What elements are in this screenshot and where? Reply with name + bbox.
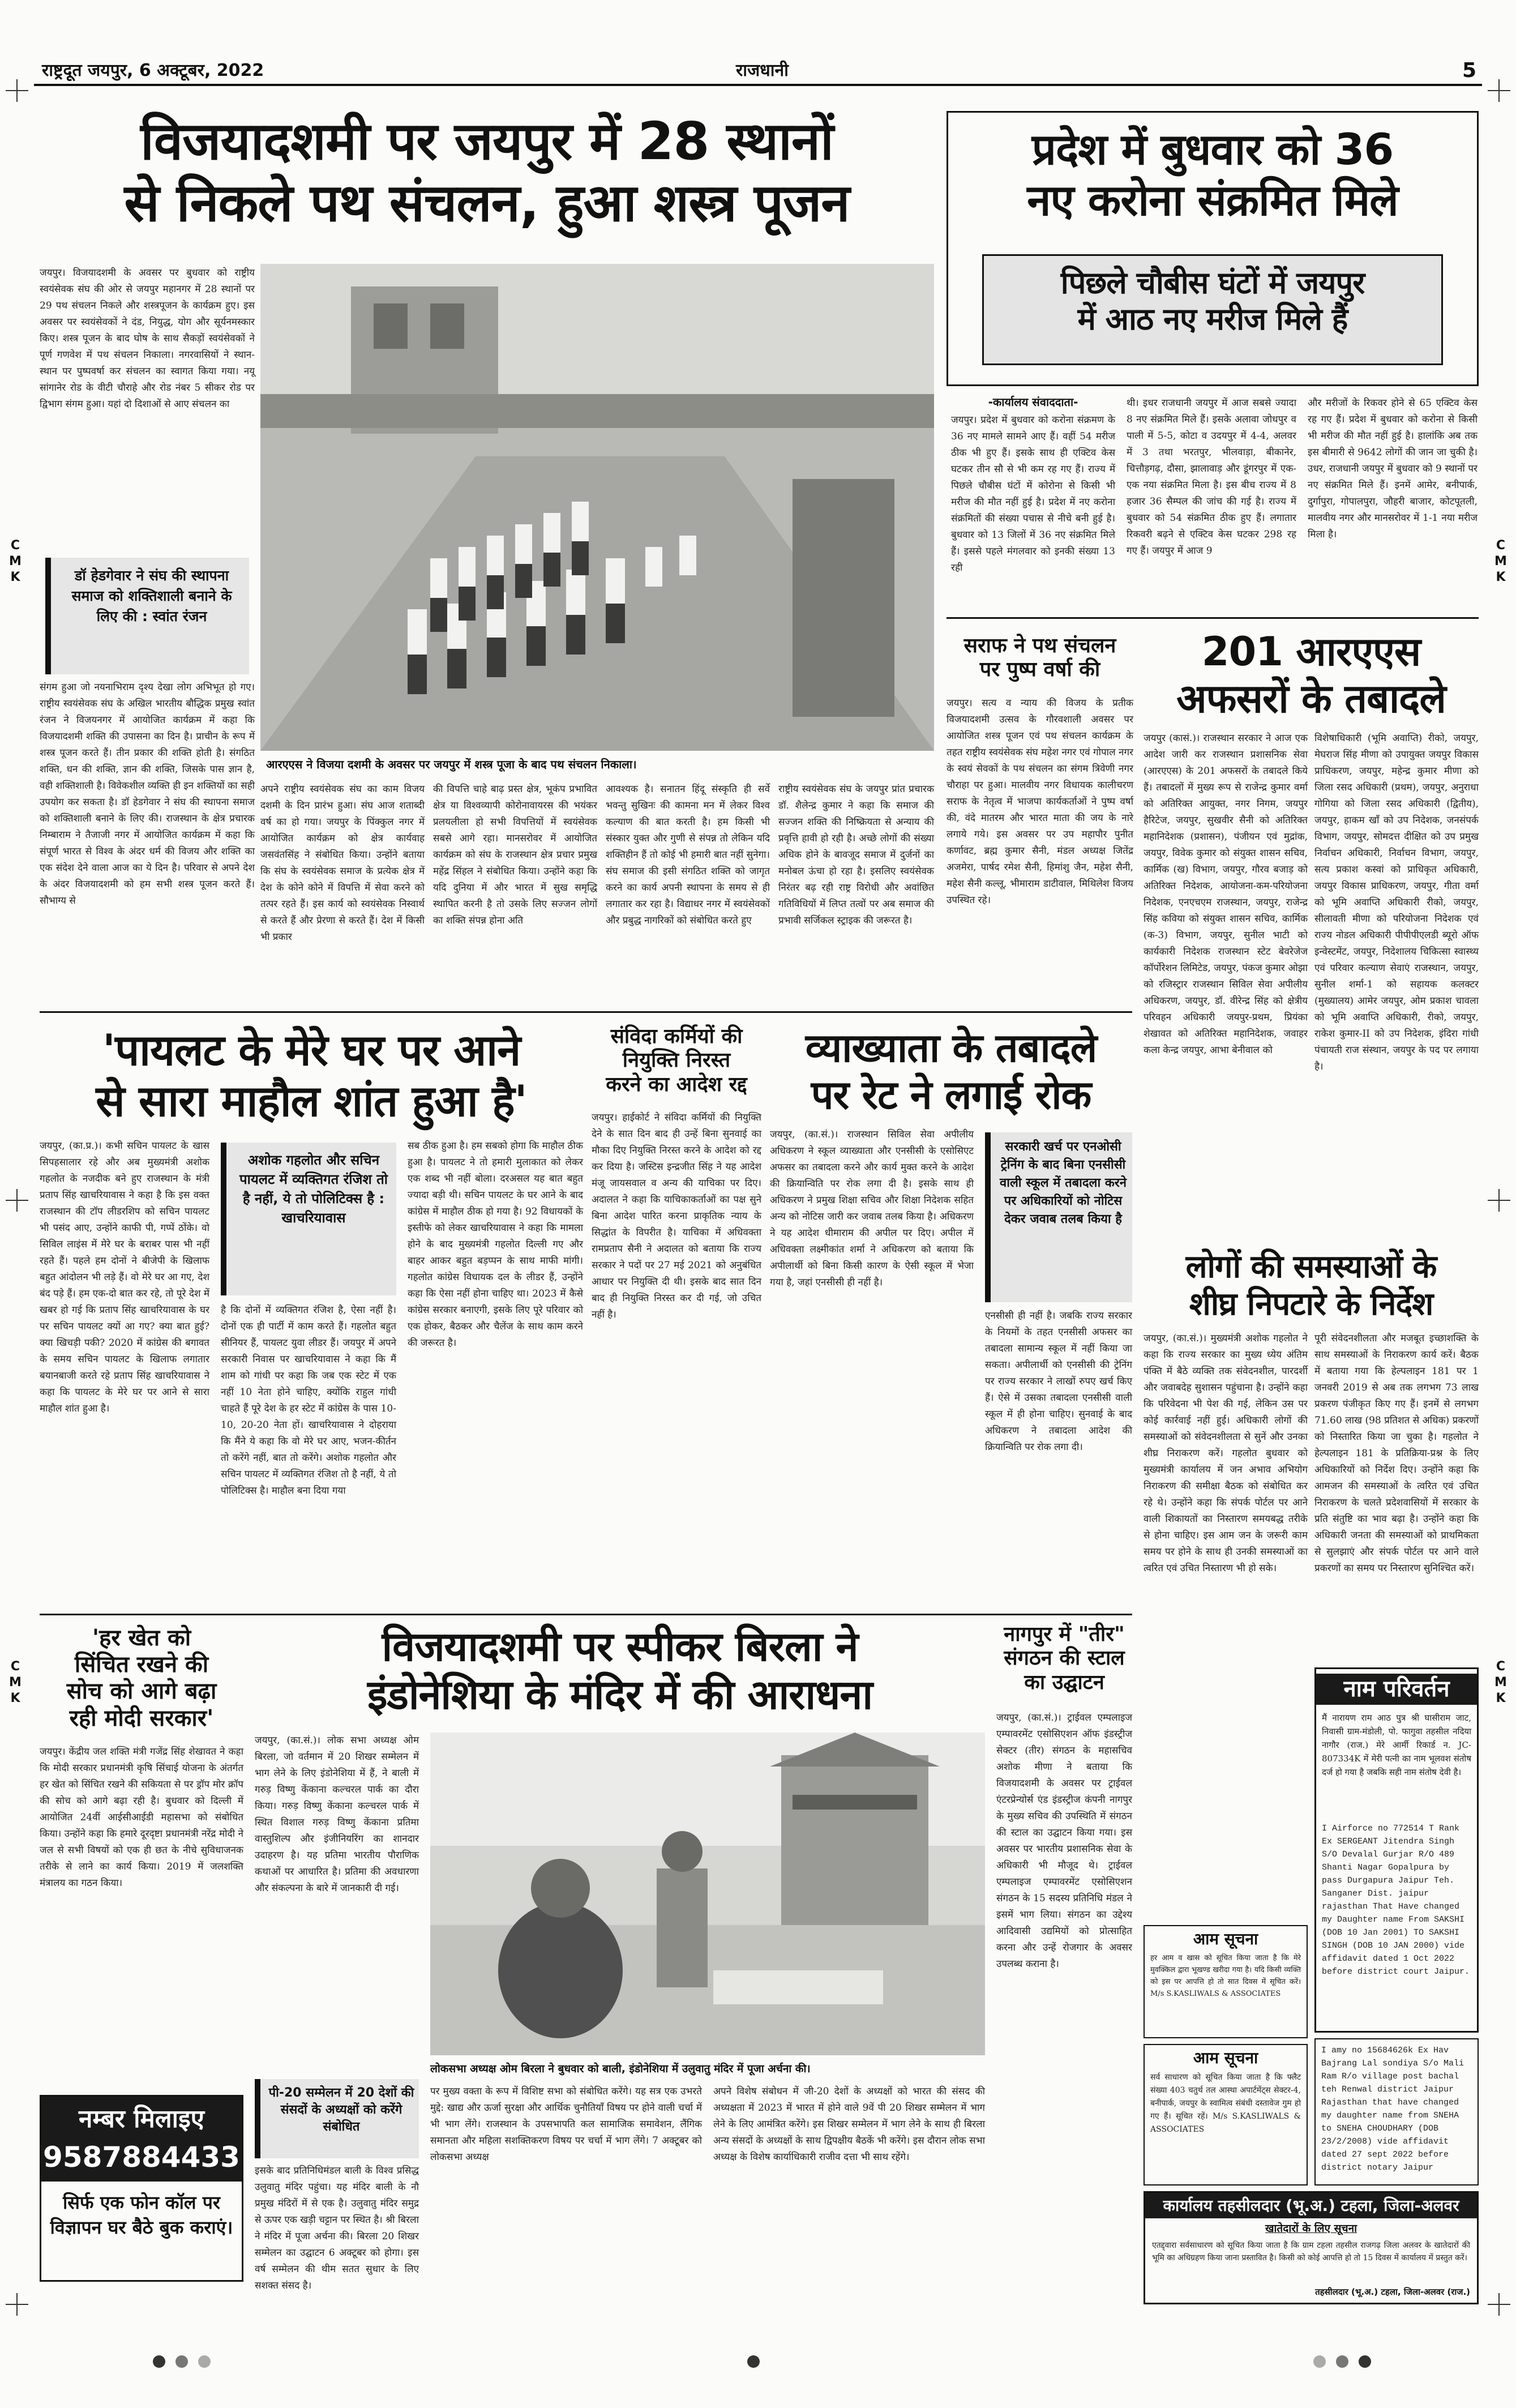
ad-number-text: सिर्फ एक फोन कॉल पर विज्ञापन घर बैठे बुक कराएं। — [50, 2192, 233, 2238]
vyakhyata-quote: सरकारी खर्च पर एनओसी ट्रेनिंग के बाद बिना एनसीसी वाली स्कूल में तबादला करने पर अधिकारियों को नोटिस देकर जवाब तलब किया है — [1000, 1140, 1127, 1226]
naam-parivartan-box-2 — [1314, 2038, 1479, 2185]
sarraf-headline: सराफ ने पथ संचलन पर पुष्प वर्षा की — [963, 634, 1116, 682]
logon-col2: पूरी संवेदनशीलता और मजबूत इच्छाशक्ति के साथ समस्याओं के निराकरण कार्य करें। बैठक में बताया गया कि हेल्पलाइन 181 पर 1 जनवरी 2019 से अब तक लगभग 73 लाख प्रकरण पंजीकृत किए गए हैं। इनमें से लगभग 71.60 लाख (98 प्रतिशत से अधिक) प्रकरणों को निस्तारित किया जा चुका है। गहलोत ने हेल्पलाइन 181 के प्रतिक्रिया-प्रश्न के लिए अधिकारियों को निर्देश दिए। उन्होंने कहा कि आमजन की समस्याओं के त्वरित एवं उचित निराकरण के चलते प्रदेशवासियों में सरकार के प्रति संतुष्टि का भाव बढ़ा है। उन्होंने कहा कि अधिकारी जनता की समस्याओं को प्राथमिकता से सुलझाएं और संपर्क पोर्टल पर आने वाले प्रकरणों का समय पर निस्तारण सुनिश्चित करें। — [1314, 1333, 1479, 1574]
birla-col3: पर मुख्य वक्ता के रूप में विशिष्ट सभा को संबोधित करेंगे। यह सत्र एक उभरते मुद्दे: खाद्य और ऊर्जा सुरक्षा और आर्थिक चुनौतियाँ विषय पर होने वाली चर्चा में भी भाग लेंगे। राजस्थान के उपसभापति कल सामाजिक समावेशन, लैंगिक समानता और महिला सशक्तिकरण विषय पर चर्चा में भाग लेंगे। 7 अक्टूबर को लोकसभा अध्यक्ष — [430, 2086, 702, 2163]
print-dot — [1313, 2355, 1326, 2368]
reg-mark-right-top: C M K — [1494, 538, 1507, 584]
ad-phone-number[interactable]: 9587884433 — [43, 2141, 240, 2174]
birla-photo — [430, 1733, 985, 2055]
ras-col1: जयपुर (कासं.)। राजस्थान सरकार ने आज एक आदेश जारी कर राजस्थान प्रशासनिक सेवा (आरएएस) के 201 अफसरों के तबादले किये हैं। तबादलों में मुख्य रूप से राजेन्द्र कुमार वर्मा को अतिरिक्त आयुक्त, नगर निगम, जयपुर हैरिटेज, जयपुर, सुखवीर सैनी को अतिरिक्त महानिदेशक (प्रशासन), पंजीयन एवं मुद्रांक, जयपुर, विवेक कुमार को संयुक्त शासन सचिव, कार्मिक (ख) विभाग, जयपुर, गौरव बजाड़ को अतिरिक्त निदेशक, आयोजना-कम-परियोजना निदेशक, एनएचएम राजस्थान, जयपुर, राजेन्द्र सिंह कविया को संयुक्त शासन सचिव, कार्मिक (क-3) विभाग, जयपुर, सुनील भाटी को कार्यकारी निदेशक राजस्थान स्टेट बेवरेजेज कॉर्पोरेशन लिमिटेड, जयपुर, पंकज कुमार ओझा को रजिस्ट्रार राजस्थान सिविल सेवा अपीलीय अधिकरण, जयपुर, डॉ. वीरेन्द्र सिंह को क्षेत्रीय परिवहन अधिकारी जयपुर-प्रथम, प्रियंका शेखावत को अतिरिक्त महानिदेशक, जवाहर कला केन्द्र जयपुर, आभा बेनीवाल को — [1144, 733, 1308, 1056]
ad-number-box — [40, 2095, 243, 2282]
aam-suchna-title-2: आम सूचना — [1193, 2048, 1258, 2067]
kheti-body: जयपुर। केंद्रीय जल शक्ति मंत्री गजेंद्र सिंह शेखावत ने कहा कि मोदी सरकार प्रधानमंत्री कृषि सिंचाई योजना के अंतर्गत हर खेत को सिंचित रखने की सकियता से पर ड्रॉप मोर क्रॉप की सोच को आगे बढ़ा रही है। बुधवार को दिल्ली में आयोजित 24वीं आईसीआईडी महासभा को संबोधित किया। उन्होंने कहा कि हमारे दूरदृष्टा प्रधानमंत्री नरेंद्र मोदी ने जल से सभी विषयों को एक ही छत के नीचे सुविधाजनक तरीके से लाने का कार्य किया। 2019 में जलशक्ति मंत्रालय का गठन किया। — [40, 1746, 243, 1889]
vyakhyata-col2: एनसीसी ही नहीं है। जबकि राज्य सरकार के नियमों के तहत एनसीसी अफसर का तबादला सामान्य स्कूल में नहीं किया जा सकता। अपीलार्थी को एनसीसी की ट्रेनिंग पर राज्य सरकार ने लाखों रुपए खर्च किए हैं। ऐसे में उसका तबादला एनसीसी वाली स्कूल में ही होना चाहिए। सुनवाई के बाद अधिकरण ने तबादला आदेश की क्रियान्विति पर रोक लगा दी। — [985, 1310, 1132, 1453]
corona-box — [947, 111, 1479, 386]
story1-quote: डॉ हेडगेवार ने संघ की स्थापना समाज को शक्तिशाली बनाने के लिए की : स्वांत रंजन — [71, 567, 232, 625]
vyakhyata-headline: व्याख्याता के तबादले पर रेट ने लगाई रोक — [805, 1025, 1097, 1118]
corona-col3: और मरीजों के रिकवर होने से 65 एक्टिव केस रह गए हैं। प्रदेश में बुधवार को करोना से किसी भी मरीज की मौत नहीं हुई है। हालांकि अब तक इस बीमारी से 9642 लोगों की जान जा चुकी है। उधर, राजधानी जयपुर में बुधवार को 9 स्थानों पर नए संक्रमित मिले हैं। इनमें आमेर, बनीपार्क, दुर्गापुरा, गोपालपुरा, जौहरी बाजार, कोटपूतली, मालवीय नगर और मानसरोवर में 1-1 नया मरीज मिला है। — [1308, 397, 1478, 540]
story1-col2: अपने राष्ट्रीय स्वयंसेवक संघ का काम विजय दशमी के दिन प्रारंभ हुआ। संघ आज शताब्दी वर्ष का हो गया। जयपुर के पिंक्कुल नगर में आयोजित कार्यक्रम को क्षेत्र कार्यवाह जसवंतसिंह ने संबोधित किया। उन्होंने बताया कि संघ के स्वयंसेवक समाज के प्रत्येक क्षेत्र में देश के कोने कोने में विपत्ति में सेवा करने को तत्पर रहते हैं। इस कार्य को स्वयंसेवक निस्वार्थ से करते हैं और प्रेरणा से करते हैं। देश में किसी भी प्रकार — [260, 784, 425, 943]
naam-parivartan-box — [1314, 1667, 1479, 2033]
story1-body-left: संगम हुआ जो नयनाभिराम दृश्य देखा लोग अभिभूत हो गए। राष्ट्रीय स्वयंसेवक संघ के अखिल भारतीय बौद्धिक प्रमुख स्वांत रंजन ने विजयनगर में आयोजित कार्यक्रम में कहा कि विजयादशमी शक्ति की उपासना का दिन है। प्राचीन के रूप में शस्त्र पूजन करते हैं। तीन प्रकार की शक्ति होती है। संगठित शक्ति, धन की शक्ति, ज्ञान की शक्ति, जिसके पास ज्ञान है, वही शक्तिशाली है। विवेकशील व्यक्ति ही इन शक्तियों का सही उपयोग कर सकता है। डॉ हेडगेवार ने संघ की स्थापना समाज को शक्तिशाली बनाने के लिए की। राजस्थान के क्षेत्र प्रचारक निम्बाराम ने तैजाजी नगर में आयोजित कार्यक्रम में कहा कि संपूर्ण भारत से विश्व के अंदर धर्म की विजय और शक्ति का एक संदेश देने वाला आज का ये दिन है। परिवार से अपने देश के अंदर विजयादशमी को हम सभी शस्त्र पूजन करते हैं। सौभाग्य से — [40, 682, 255, 906]
story1-col5: राष्ट्रीय स्वयंसेवक संघ के जयपुर प्रांत प्रचारक डॉ. शैलेन्द्र कुमार ने कहा कि समाज की सज्जन शक्ति की निष्क्रियता से अन्याय की प्रवृत्ति हावी हो रही है। अच्छे लोगों की संख्या अधिक होने के बावजूद समाज में दुर्जनों का मनोबल ऊंचा हो रहा है। इसलिए स्वयंसेवक निरंतर बढ़ रही राष्ट्र विरोधी और अवांछित गतिविधियों में लिप्त तत्वों पर अब समाज की प्रभावी सर्जिकल स्ट्राइक की जरूरत है। — [778, 784, 934, 926]
print-dot — [175, 2355, 188, 2368]
rule-lower — [40, 1614, 1132, 1615]
logon-col1: जयपुर, (का.सं.)। मुख्यमंत्री अशोक गहलोत ने कहा कि राज्य सरकार का मुख्य ध्येय अंतिम पंक्ति में बैठे व्यक्ति तक संवेदनशील, पारदर्शी और जवाबदेह सुशासन पहुंचाना है। उन्होंने कहा कि परिवेदना भी पेश की गई, लेकिन उस पर कोई कार्रवाई नहीं हुई। अधिकारी लोगों की समस्याओं को संवेदनशीलता से सुनें और उनका शीघ्र निराकरण करें। गहलोत बुधवार को मुख्यमंत्री कार्यालय में जन अभाव अभियोग निराकरण की समीक्षा बैठक को संबोधित कर रहे थे। उन्होंने कहा कि संपर्क पोर्टल पर आने वाली शिकायतों का निस्तारण समयबद्ध तरीके से होना चाहिए। इस आम जन के जरूरी काम समय पर होने के साथ ही उनकी समस्याओं का त्वरित एवं उचित निस्तारण भी हो सके। — [1144, 1333, 1308, 1574]
corona-deck-box — [982, 254, 1443, 365]
print-dot — [747, 2355, 760, 2368]
aam-suchna-text-2: सर्व साधारण को सूचित किया जाता है कि फ्लैट संख्या 403 चतुर्थ तल आस्था अपार्टमेंट्स सेक्टर-4, बनीपार्क, जयपुर के स्वामित्व संबंधी दस्तावेज गुम हो गए हैं। सूचित रहें। M/s S.KASLIWALS & ASSOCIATES — [1150, 2073, 1301, 2134]
ad-number-title: नम्बर मिलाइए — [78, 2105, 205, 2133]
tender-signature: तहसीलदार (भू.अ.) टहला, जिला-अलवर (राज.) — [1315, 2287, 1470, 2297]
story1-headline: विजयादशमी पर जयपुर में 28 स्थानों से निकले पथ संचलन, हुआ शस्त्र पूजन — [124, 111, 850, 233]
tender-title: कार्यालय तहसीलदार (भू.अ.) टहला, जिला-अलवर — [1145, 2193, 1477, 2218]
pilot-quote-box — [221, 1143, 396, 1295]
section-name: राजधानी — [736, 61, 789, 80]
story1-intro: जयपुर। विजयादशमी के अवसर पर बुधवार को राष्ट्रीय स्वयंसेवक संघ की ओर से जयपुर महानगर में 28 स्थानों पर 29 पथ संचलन निकले और शस्त्रपूजन के कार्यक्रम हुए। इस अवसर पर स्वयंसेवकों ने दंड, नियुद्ध, योग और सूर्यनमस्कार किए। शस्त्र पूजन के बाद घोष के साथ सैकड़ों स्वयंसेवकों ने पूर्ण गणवेश में पथ संचलन निकाला। नगरवासियों ने स्थान-स्थान पर पुष्पवर्षा कर संचलन का स्वागत किया गया। नयू सांगानेर रोड के वीटी चौराहे और रोड नंबर 5 सीकर रोड पर द्विभाग संगम हुआ। यहां दो दिशाओं से आए संचलन का — [40, 267, 255, 410]
samvida-body: जयपुर। हाईकोर्ट ने संविदा कर्मियों की नियुक्ति देने के सात दिन बाद ही उन्हें बिना सुनवाई का मौका दिए नियुक्ति निरस्त करने के आदेश को रद्द कर दिया है। जस्टिस इन्द्रजीत सिंह ने यह आदेश मंजू जायसवाल व अन्य की याचिका पर दिए। अदालत ने कहा कि याचिकाकर्ताओं का पक्ष सुने बिना आदेश पारित करना प्राकृतिक न्याय के सिद्धांत के विपरीत है। याचिका में अधिवक्ता रामप्रताप सैनी ने अदालत को बताया कि राज्य सरकार ने पदों पर 27 मई 2021 को अनुबंधित आधार पर नियुक्ति दी थी। इसके बाद सात दिन बाद ही नियुक्ति निरस्त कर दी गई, जो उचित नहीं है। — [592, 1112, 761, 1320]
reg-mark-left-bottom: C M K — [9, 1659, 22, 1705]
naam-parivartan-title: नाम परिवर्तन — [1316, 1674, 1477, 1705]
aam-suchna-title-1: आम सूचना — [1193, 1930, 1258, 1948]
corona-col1: जयपुर। प्रदेश में बुधवार को करोना संक्रमण के 36 नए मामले सामने आए हैं। वहीं 54 मरीज ठीक भी हुए हैं। इसके साथ ही एक्टिव केस घटकर तीन सौ से भी कम रह गए हैं। राज्य में पिछले चौबीस घंटों में कोरोना से किसी भी मरीज की मौत नहीं हुई है। प्रदेश में नए करोना संक्रमितों की संख्या पचास से नीचे बनी हुई है। बुधवार को 13 जिलों में 36 नए संक्रमित मिले हैं। इससे पहले मंगलवार को इनकी संख्या 13 रही — [951, 414, 1115, 574]
page-number: 5 — [1462, 59, 1476, 82]
tender-text: एतद्द्वारा सर्वसाधारण को सूचित किया जाता है कि ग्राम टहला तहसील राजगढ़ जिला अलवर के खातेदारों की भूमि का अधिग्रहण किया जाना प्रस्तावित है। किसी को कोई आपत्ति हो तो 15 दिवस में कार्यालय में प्रस्तुत करें। — [1152, 2241, 1470, 2262]
rule-mid — [40, 1011, 1132, 1013]
story1-col4: आवश्यक है। सनातन हिंदू संस्कृति ही सर्वे भवन्तु सुखिनः की कामना मन में लेकर विश्व कल्याण की बात करती है। हम किसी भी संस्कार युक्त और गुणी से संपन्न तो लेकिन यदि शक्तिहीन हैं तो कोई भी हमारी बात नहीं सुनेगा। संघ समाज की इसी संगठित शक्ति को जागृत करने का कार्य अपनी स्थापना के समय से ही लगातार कर रहा है। विद्याधर नगर में स्वयंसेवकों और प्रबुद्ध नागरिकों को संबोधित करते हुए — [606, 784, 770, 926]
sarraf-body: जयपुर। सत्य व न्याय की विजय के प्रतीक विजयादशमी उत्सव के गौरवशाली अवसर पर आयोजित शस्त्र पूजन एवं पथ संचलन कार्यक्रम के तहत राष्ट्रीय स्वयंसेवक संघ महेश नगर एवं गोपाल नगर के स्वयं सेवकों के पथ संचलन का संगम त्रिवेणी नगर चौराहा पर हुआ। मालवीय नगर विधायक कालीचरण सराफ के नेतृत्व में भाजपा कार्यकर्ताओं ने पुष्प वर्षा की, वंदे मातरम और भारत माता की जय के नारे लगाये गये। इस अवसर पर उप महापौर पुनीत कर्णावट, ब्रह्म कुमार सैनी, मंडल अध्यक्ष जितेंद्र अजमेरा, पार्षद रमेश सैनी, हिमांशु जैन, महेश सैनी, महेश सैनी कल्लू, भीमाराम डाटीवाल, मिथिलेश विजय उपस्थित रहे। — [947, 698, 1133, 906]
naam-parivartan-english-2: I amy no 15684626k Ex Hav Bajrang Lal sondiya S/o Mali Ram R/o village post bachal teh Renwal district Jaipur Rajasthan that have changed my daughter name from SNEHA to SNEHA CHOUDHARY (DOB 23/2/2008) vide affidavit dated 27 sept 2022 before district notary Jaipur — [1321, 2046, 1464, 2172]
print-dot — [198, 2355, 211, 2368]
reg-mark-right-bottom: C M K — [1494, 1659, 1507, 1705]
pilot-col2: है कि दोनों में व्यक्तिगत रंजिश है, ऐसा नहीं है। दोनों एक ही पार्टी में काम करते हैं। गहलोत बहुत सीनियर हैं, पायलट युवा लीडर हैं। जयपुर में अपने सरकारी निवास पर खाचरियावास ने कहा कि मैं शाम को गांधी पर कहा कि जब एक स्टेट में एक नहीं 10 नेता होने चाहिए, क्योंकि राहुल गांधी चाहते हैं पूरे देश के हर स्टेट में कांग्रेस के पास 10-10, 20-20 नेता हों। खाचरियावास ने दोहराया कि मैंने ये कहा कि वो मेरे घर आए, भजन-कीर्तन तो करेंगे नहीं, बात तो करेंगे। अशोक गहलोत और सचिन पायलट में व्यक्तिगत रंजिश तो है नहीं, ये तो पोलिटिक्स है। माहौल बना दिया गया — [221, 1304, 396, 1496]
birla-quote-box — [255, 2079, 419, 2158]
birla-headline: विजयादशमी पर स्पीकर बिरला ने इंडोनेशिया के मंदिर में की आराधना — [367, 1623, 873, 1718]
print-dot — [1359, 2355, 1371, 2368]
story1-col3: की विपत्ति चाहे बाढ़ प्रस्त क्षेत्र, भूकंप प्रभावित क्षेत्र या विश्वव्यापी कोरोनावायरस की भयंकर प्रलयलीला हो सभी विपत्तियों में स्वयंसेवक सबसे आगे रहा। मानसरोवर में आयोजित कार्यक्रम को संघ के राजस्थान क्षेत्र प्रचार प्रमुख महेंद्र सिंहल ने संबोधित किया। उन्होंने कहा कि यदि दुनिया में और भारत में सुख समृद्धि स्थापित करनी है तो उसके लिए सज्जन लोगों का शक्ति संपन्न होना अति — [433, 784, 597, 926]
pilot-col1: जयपुर, (का.प्र.)। कभी सचिन पायलट के खास सिपहसालार रहे और अब मुख्यमंत्री अशोक गहलोत के नजदीक बने हुए राजस्थान के मंत्री प्रताप सिंह खाचरियावास ने कहा है कि इस वक्त राजस्थान की टॉप लीडरशिप को सचिन पायलट भी पसंद आए, उन्होंने काफी पी, गप्पें ठोंके। वो सिविल लाइंस में मेरे घर के बराबर पास भी नहीं रहते हैं। पहले हम दोनों ने बीजेपी के खिलाफ बहुत आंदोलन भी लड़े हैं। वो मेरे घर आ गए, देश बंद पड़े हैं। हम एक-दो बात कर रहे, तो पूरे देश में खबर हो गई कि प्रताप सिंह खाचरियावास के घर पर सचिन पायलट क्यों आ गए? क्या बात हुई? क्या खिचड़ी पकी? 2020 में कांग्रेस की बगावत के समय सचिन पायलट के खिलाफ लगातार बयानबाजी करते रहे प्रताप सिंह खाचरियावास ने कहा कि पायलट के मेरे घर पर आने से सारा माहौल शांत हुआ है। — [40, 1140, 209, 1414]
logon-headline: लोगों की समस्याओं के शीघ्र निपटारे के निर्देश — [1185, 1248, 1437, 1323]
naam-parivartan-text: मैं नारायण राम आठ पुत्र श्री घासीराम जाट, निवासी ग्राम-मंडोली, पो. फागुवा तहसील नदिया नागौर (राज.) मेरे आर्मी रिकार्ड न. JC-807334K में मेरी पत्नी का नाम भूलवश संतोष दर्ज हो गया है जबकि सही नाम संतोष देवी है। — [1322, 1713, 1471, 1777]
pilot-quote: अशोक गहलोत और सचिन पायलट में व्यक्तिगत रंजिश तो है नहीं, ये तो पोलिटिक्स है : खाचरियावास — [239, 1152, 388, 1226]
pilot-col3: सब ठीक हुआ है। हम सबको होगा कि माहौल ठीक हुआ है। पायलट ने तो हमारी मुलाकात को लेकर एक शब्द भी नहीं बोला। दरअसल यह बात बहुत ज्यादा बड़ी थी। सचिन पायलट के घर आने के बाद कांग्रेस में माहौल ठीक हो गया है। 92 विधायकों के इस्तीफे को लेकर खाचरियावास ने कहा कि मामला होने के बाद मुख्यमंत्री गहलोत दिल्ली गए और बाहर आकर बहुत बड़प्पन के साथ माफी मांगी। गहलोत कांग्रेस विधायक दल के लीडर हैं, उन्होंने कहा कि ऐसा नहीं होना चाहिए था। 2023 में कैसे कांग्रेस सरकार बनाएगी, इसके लिए पूरे परिवार को एक होकर, बैठकर और चैलेंज के साथ काम करने की जरूरत है। — [408, 1140, 583, 1349]
pilot-headline: 'पायलट के मेरे घर पर आने से सारा माहौल शांत हुआ है' — [96, 1025, 527, 1126]
print-dot — [153, 2355, 165, 2368]
ad-number-header — [41, 2097, 242, 2182]
samvida-headline: संविदा कर्मियों की नियुक्ति निरस्त करने का आदेश रद्द — [606, 1025, 747, 1096]
vyakhyata-quote-box — [985, 1132, 1132, 1302]
nagpur-headline: नागपुर में "तीर" संगठन की स्टाल का उद्घाटन — [1004, 1623, 1125, 1694]
print-dot — [1336, 2355, 1348, 2368]
corona-byline: -कार्यालय संवाददाता- — [988, 395, 1078, 409]
naam-parivartan-english: I Airforce no 772514 T Rank Ex SERGEANT Jitendra Singh S/O Devalal Gurjar R/O 489 Shanti Nagar Gopalpura by pass Durgapura Jaipur Teh. Sanganer Dist. jaipur rajasthan That Have changed my Daughter name From SAKSHI (DOB 10 Jan 2001) TO SAKSHI SINGH (DOB 10 JAN 2000) vide affidavit dated 1 Oct 2022 before district court Jaipur. — [1322, 1824, 1470, 1977]
vyakhyata-col1: जयपुर, (का.सं.)। राजस्थान सिविल सेवा अपीलीय अधिकरण ने स्कूल व्याख्याता और एनसीसी के एसोसिएट अफसर का तबादला करने और कार्य मुक्त करने के आदेश की क्रियान्विति पर रोक लगा दी है। इसके साथ ही अधिकरण ने प्रमुख शिक्षा सचिव और शिक्षा निदेशक सहित अन्य को नोटिस जारी कर जवाब तलब किया है। अधिकरण ने यह आदेश धीमाराम की अपील पर दिए। अपील में अधिवक्ता लक्ष्मीकांत शर्मा ने अधिकरण को बताया कि अपीलार्थी को बिना किसी कारण के ऐसी स्कूल में भेजा गया है, जहां एनसीसी ही नहीं है। — [770, 1129, 974, 1288]
masthead — [34, 57, 1482, 86]
birla-caption: लोकसभा अध्यक्ष ओम बिरला ने बुधवार को बाली, इंडोनेशिया में उलुवातु मंदिर में पूजा अर्चना की। — [430, 2063, 811, 2075]
reg-mark-left-top: C M K — [9, 538, 22, 584]
dateline: राष्ट्रदूत जयपुर, 6 अक्टूबर, 2022 — [42, 61, 264, 80]
birla-col1: जयपुर, (का.सं.)। लोक सभा अध्यक्ष ओम बिरला, जो वर्तमान में 20 शिखर सम्मेलन में भाग लेने के लिए इंडोनेशिया में हैं, ने बाली में गरुड़ विष्णु केंकाना कल्चरल पार्क का दौरा किया। गरुड़ विष्णु केंकाना कल्चरल पार्क में स्थित विशाल गरुड़ विष्णु केंकाना प्रतिमा वास्तुशिल्प और इंजीनियरिंग का शानदार उदाहरण है। यह प्रतिमा भारतीय पौराणिक कथाओं पर आधारित है। प्रतिमा की अवधारणा और संकल्पना के बारे में जानकारी दी गई। — [255, 1735, 419, 1894]
kheti-headline: 'हर खेत को सिंचित रखने की सोच को आगे बढ़ा रही मोदी सरकार' — [66, 1625, 217, 1731]
corona-col2: थी। इधर राजधानी जयपुर में आज सबसे ज्यादा 8 नए संक्रमित मिले हैं। इसके अलावा जोधपुर व पाली में 5-5, कोटा व उदयपुर में 4-4, अलवर में 3 तथा भरतपुर, भीलवाड़ा, बीकानेर, चित्तौड़गढ़, दौसा, झालावाड़ और डूंगरपुर में एक-एक नया संक्रमित मिला है। इस बीच राज्य में 8 हजार 36 सैम्पल की जांच की गई है। राज्य में बुधवार को 54 संक्रमित ठीक हुए हैं। लगातार रिकवरी बढ़ने से एक्टिव केस घटकर 298 रह गए हैं। जयपुर में आज 9 — [1127, 397, 1296, 557]
aam-suchna-box-2 — [1144, 2044, 1308, 2185]
rule-corona — [947, 617, 1479, 619]
corona-deck: पिछले चौबीस घंटों में जयपुर में आठ नए मरीज मिले हैं — [1060, 265, 1365, 337]
aam-suchna-box-1 — [1144, 1925, 1308, 2038]
birla-col4: अपने विशेष संबोधन में जी-20 देशों के अध्यक्षों को भारत की संसद की अध्यक्षता में 2023 में भारत में होने वाले 9वें पी 20 शिखर सम्मेलन में भाग लेने के लिए आमंत्रित करेंगे। इस शिखर सम्मेलन में भाग लेने के साथ ही बिरला अन्य संसदों के अध्यक्षों के साथ द्विपक्षीय बैठकें भी करेंगे। इस दौरान लोक सभा अध्यक्ष के विशेष कार्याधिकारी राजीव दत्ता भी साथ रहेंगे। — [713, 2086, 985, 2163]
tender-box — [1144, 2191, 1479, 2304]
story1-quote-box — [45, 558, 249, 674]
aam-suchna-text-1: हर आम व खास को सूचित किया जाता है कि मेरे मुवक्किल द्वारा भूखण्ड खरीदा गया है। यदि किसी व्यक्ति को इस पर आपत्ति हो तो सात दिवस में सूचित करें। M/s S.KASLIWALS & ASSOCIATES — [1150, 1954, 1301, 1998]
birla-quote: पी-20 सम्मेलन में 20 देशों की संसदों के अध्यक्षों को करेंगे संबोधित — [268, 2086, 414, 2134]
story1-caption: आरएएस ने विजया दशमी के अवसर पर जयपुर में शस्त्र पूजा के बाद पथ संचलन निकाला। — [266, 758, 637, 771]
birla-col2: इसके बाद प्रतिनिधिमंडल बाली के विश्व प्रसिद्ध उलुवातु मंदिर पहुंचा। यह मंदिर बाली के नौ प्रमुख मंदिरों में से एक है। उलुवातु मंदिर समुद्र से ऊपर एक खड़ी चट्टान पर स्थित है। श्री बिरला ने मंदिर में पूजा अर्चना की। बिरला 20 शिखर सम्मेलन का उद्घाटन 6 अक्टूबर को होगा। इस वर्ष सम्मेलन की थीम सतत सुधार के लिए सशक्त संसद है। — [255, 2165, 419, 2291]
tender-subtitle: खातेदारों के लिए सूचना — [1265, 2222, 1357, 2235]
corona-headline: प्रदेश में बुधवार को 36 नए करोना संक्रमित मिले — [1027, 124, 1398, 225]
nagpur-body: जयपुर, (का.सं.)। ट्राईवल एम्पलाइज एम्पावरमेंट एसोसिएशन ऑफ इंडस्ट्रीज सेक्टर (तीर) संगठन के महासचिव अशोक मीणा ने बताया कि विजयादशमी के अवसर पर ट्राईवल एंटरप्रेन्योर्स एंड इंडस्ट्रीज कंपनी नागपुर के मुख्य सचिव की उपस्थिति में संगठन की स्टाल का उद्घाटन किया गया। इस अवसर पर भारतीय प्रशासनिक सेवा के अधिकारी भी मौजूद थे। ट्राईवल एम्पलाइज एम्पावरमेंट एसोसिएशन संगठन के 15 सदस्य प्रतिनिधि मंडल ने इसमें भाग लिया। संगठन का उद्देश्य आदिवासी उद्यमियों को प्रोत्साहित करना और उन्हें रोजगार के अवसर उपलब्ध कराना है। — [996, 1712, 1132, 1970]
ras-headline: 201 आरएएस अफसरों के तबादले — [1176, 628, 1446, 722]
ras-col2: विशेषाधिकारी (भूमि अवाप्ति) रीको, जयपुर, मेघराज सिंह मीणा को उपायुक्त जयपुर विकास प्राधिकरण, जयपुर, महेन्द्र कुमार मीणा को जिला रसद अधिकारी (प्रथम), जयपुर, अनुराधा गोगिया को जिला रसद अधिकारी (द्वितीय), जयपुर, हाकम खाँ को उप निदेशक, जनसंपर्क विभाग, जयपुर, सोमदत्त दीक्षित को उप प्रमुख निर्वाचन अधिकारी, निर्वाचन विभाग, जयपुर, सत्य प्रकाश कस्वां को प्राधिकृत अधिकारी, जयपुर विकास प्राधिकरण, जयपुर, गीता वर्मा को भूमि अवाप्ति अधिकारी रीको, जयपुर, सीलावती मीणा को परियोजना निदेशक एवं राज्य नोडल अधिकारी पीपीपीएलडी ब्यूरो ऑफ इन्वेस्टमेंट, जयपुर, निदेशालय चिकित्सा स्वास्थ्य एवं परिवार कल्याण सेवाएं राजस्थान, जयपुर, सुनील शर्मा-1 को सहायक कलक्टर (मुख्यालय) आमेर जयपुर, ओम प्रकाश चावला को भूमि अवाप्ति अधिकारी, रीको, जयपुर, राकेश कुमार-II को उप निदेशक, इंदिरा गांधी पंचायती राज संस्थान, जयपुर के पद पर लगाया है। — [1314, 733, 1479, 1072]
path-sanchalan-photo — [260, 264, 934, 751]
